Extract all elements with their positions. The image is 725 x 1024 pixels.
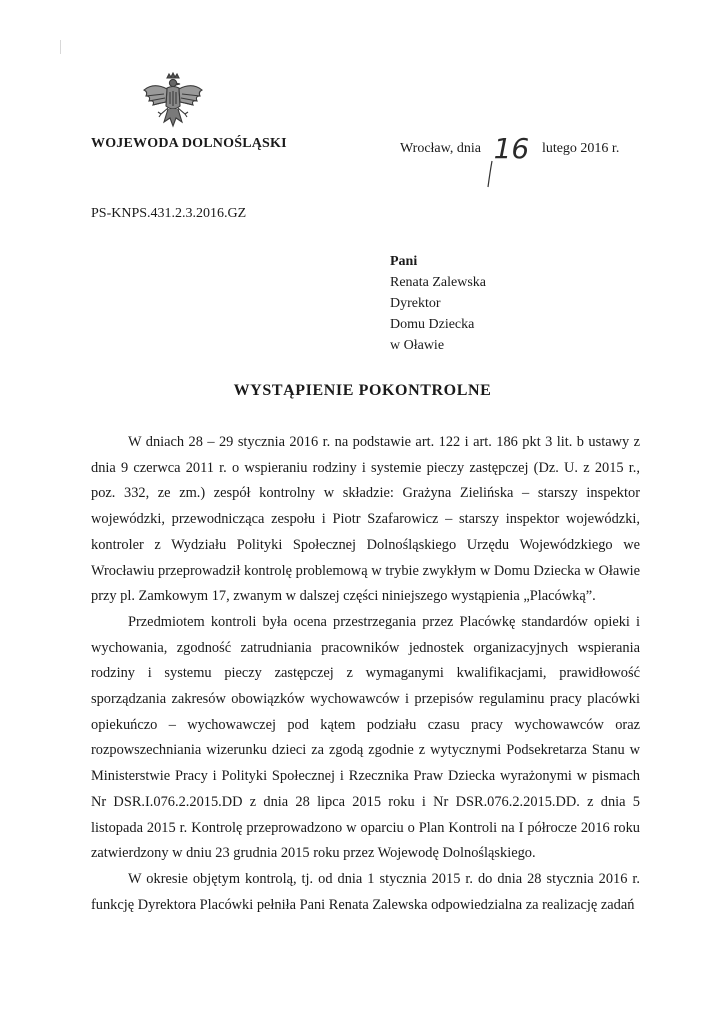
place-prefix: Wrocław, dnia xyxy=(400,141,481,156)
handwritten-stroke xyxy=(484,160,496,188)
polish-eagle-emblem-icon xyxy=(140,72,206,136)
issuing-authority: WOJEWODA DOLNOŚLĄSKI xyxy=(91,136,287,151)
body-paragraph: W dniach 28 – 29 stycznia 2016 r. na podstawie art. 122 i art. 186 pkt 3 lit. b ustawy z dnia 9 czerwca 2011 r. o wspieraniu rodziny i systemie pieczy zastępczej (Dz. U. z 2015 r., poz. 332, ze zm.) zespół kontrolny w składzie: Grażyna Zielińska – starszy inspektor wojewódzki, przewodnicząca zespołu i Piotr Szafarowicz – starszy inspektor wojewódzki, kontroler z Wydziału Polityki Społecznej Dolnośląskiego Urzędu Wojewódzkiego we Wrocławiu przeprowadził kontrolę problemową w trybie zwykłym w Domu Dziecka w Oławie przy pl. Zamkowym 17, zwanym w dalszej części niniejszego wystąpienia „Placówką”. xyxy=(91,434,640,605)
letter-body xyxy=(91,430,640,918)
date-suffix: lutego 2016 r. xyxy=(541,141,620,156)
recipient-block xyxy=(390,251,486,356)
recipient-position: Dyrektor xyxy=(390,296,441,311)
body-paragraph: W okresie objętym kontrolą, tj. od dnia 1 stycznia 2015 r. do dnia 28 stycznia 2016 r. funkcję Dyrektora Placówki pełniła Pani Renata Zalewska odpowiedzialna za realizację zadań xyxy=(91,870,640,913)
document-title: WYSTĄPIENIE POKONTROLNE xyxy=(233,382,492,399)
recipient-salutation: Pani xyxy=(390,254,418,269)
recipient-institution: Domu Dziecka xyxy=(390,317,475,332)
body-paragraph: Przedmiotem kontroli była ocena przestrzegania przez Placówkę standardów opieki i wychowania, zgodność zatrudniania pracowników jednostek organizacyjnych wspierania rodziny i systemu pieczy zastępczej z wymaganymi kwalifikacjami, prawidłowość sporządzania zakresów obowiązków wychowawców i przepisów regulaminu pracy placówki opiekuńczo – wychowawczej pod kątem podziału czasu pracy wychowawców oraz rozpowszechniania wizerunku dzieci za zgodą zgodnie z wytycznymi Podsekretarza Stanu w Ministerstwie Pracy i Polityki Społecznej i Rzecznika Praw Dziecka wyrażonymi w pismach Nr DSR.I.076.2.2015.DD z dnia 28 lipca 2015 roku i Nr DSR.076.2.2015.DD. z dnia 5 listopada 2015 r. Kontrolę przeprowadzono w oparciu o Plan Kontroli na I półrocze 2016 roku zatwierdzony w dniu 23 grudnia 2015 roku przez Wojewodę Dolnośląskiego. xyxy=(91,613,640,862)
recipient-name: Renata Zalewska xyxy=(390,275,487,290)
recipient-location: w Oławie xyxy=(390,338,445,353)
scan-artifact xyxy=(60,40,61,54)
reference-number: PS-KNPS.431.2.3.2016.GZ xyxy=(91,206,247,221)
handwritten-day: 16 xyxy=(493,132,530,165)
place-and-date xyxy=(400,132,620,165)
